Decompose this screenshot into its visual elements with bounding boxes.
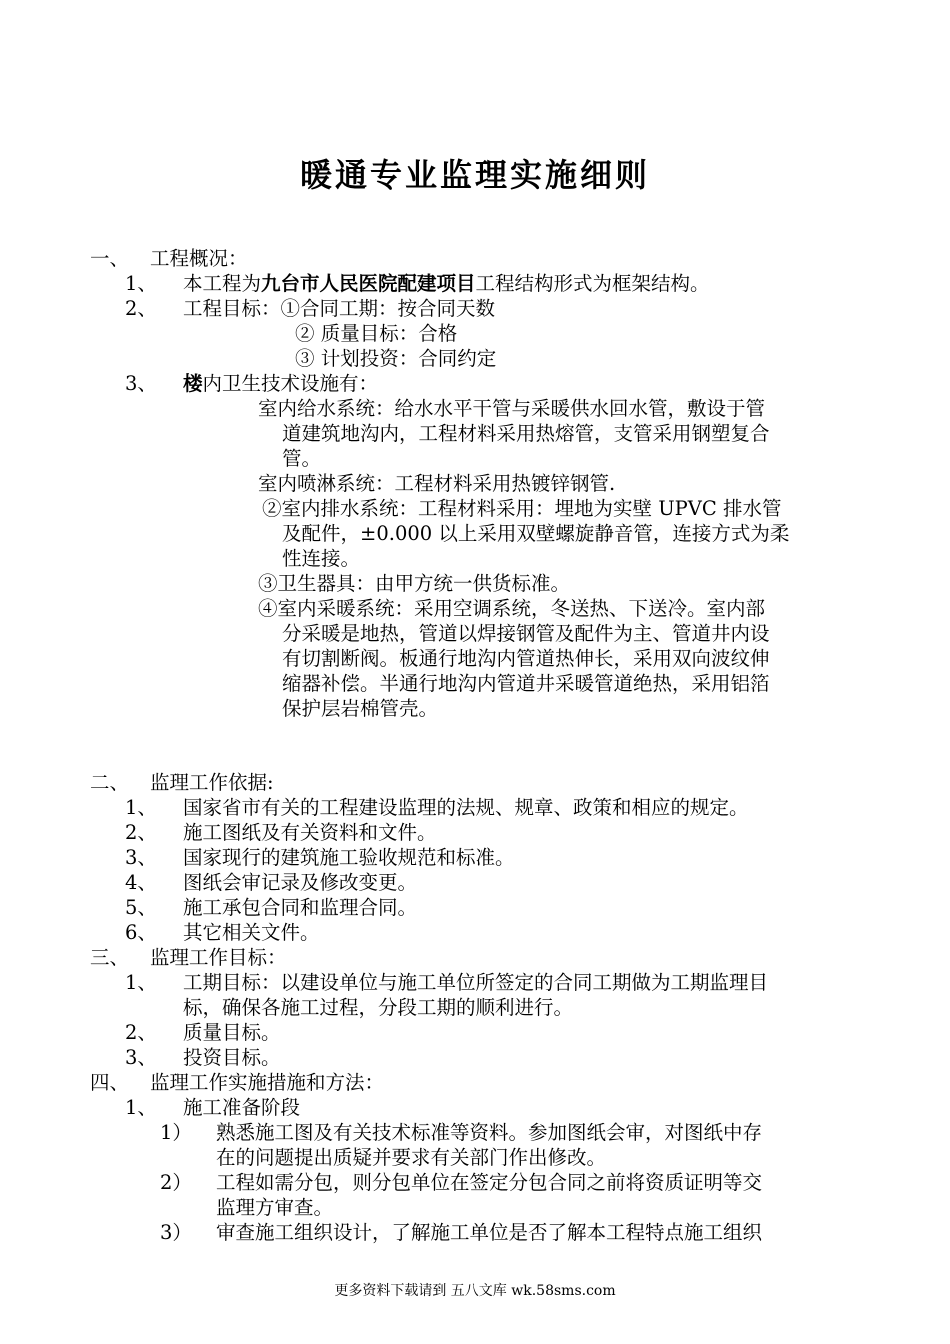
basis-item: 施工承包合同和监理合同。 [183, 896, 418, 919]
item-number: 4、 [125, 871, 157, 894]
facilities-line: 分采暖是地热，管道以焊接钢管及配件为主、管道井内设 [282, 622, 770, 645]
section-4-number: 四、 [90, 1071, 130, 1094]
facilities-line: 道建筑地沟内，工程材料采用热熔管，支管采用钢塑复合 [282, 422, 770, 445]
item-number: 3、 [125, 372, 157, 395]
basis-item: 其它相关文件。 [183, 921, 320, 944]
sub-item-line: 在的问题提出质疑并要求有关部门作出修改。 [216, 1146, 607, 1169]
project-goal-investment: ③ 计划投资：合同约定 [295, 347, 497, 370]
investment-goal: 投资目标。 [183, 1046, 281, 1069]
sub-item-number: 2） [160, 1171, 192, 1194]
item-number: 2、 [125, 297, 157, 320]
preparation-stage-heading: 施工准备阶段 [183, 1096, 301, 1119]
sub-item-line: 工程如需分包，则分包单位在签定分包合同之前将资质证明等交 [216, 1171, 763, 1194]
project-goal-quality: ② 质量目标：合格 [295, 322, 458, 345]
item-number: 2、 [125, 1021, 157, 1044]
section-1-heading: 工程概况： [150, 247, 248, 270]
sub-item-number: 1） [160, 1121, 192, 1144]
project-name: 九台市人民医院配建项目 [261, 272, 476, 295]
item-number: 1、 [125, 272, 157, 295]
project-description [183, 271, 710, 296]
sub-item-line: 监理方审查。 [216, 1196, 334, 1219]
text-run: 工程结构形式为框架结构。 [475, 272, 710, 295]
text-run: 本工程为 [183, 272, 262, 295]
basis-item: 国家现行的建筑施工验收规范和标准。 [183, 846, 515, 869]
facilities-line: ②室内排水系统：工程材料采用：埋地为实壁 UPVC 排水管 [262, 497, 782, 520]
item-number: 6、 [125, 921, 157, 944]
sub-item-line: 熟悉施工图及有关技术标准等资料。参加图纸会审，对图纸中存 [216, 1121, 763, 1144]
facilities-line: ③卫生器具：由甲方统一供货标准。 [258, 572, 571, 595]
facilities-line: 室内给水系统：给水水平干管与采暖供水回水管，敷设于管 [258, 397, 766, 420]
text-run: 楼 [183, 372, 203, 395]
facilities-line: ④室内采暖系统：采用空调系统，冬送热、下送冷。室内部 [258, 597, 766, 620]
item-number: 3、 [125, 1046, 157, 1069]
schedule-goal-line: 工期目标：以建设单位与施工单位所签定的合同工期做为工期监理目 [183, 971, 769, 994]
text-run: 内卫生技术设施有： [202, 372, 379, 395]
section-2-heading: 监理工作依据: [150, 771, 274, 794]
basis-item: 施工图纸及有关资料和文件。 [183, 821, 437, 844]
facilities-line: 性连接。 [282, 547, 361, 570]
footer-source-note: 更多资料下载请到 五八文库 wk.58sms.com [334, 1283, 616, 1299]
sub-item-line: 审查施工组织设计，了解施工单位是否了解本工程特点施工组织 [216, 1221, 763, 1244]
facilities-line: 缩器补偿。半通行地沟内管道井采暖管道绝热，采用铝箔 [282, 672, 770, 695]
item-number: 3、 [125, 846, 157, 869]
project-goal-schedule: 工程目标：①合同工期：按合同天数 [183, 297, 496, 320]
quality-goal: 质量目标。 [183, 1021, 281, 1044]
facilities-line: 管。 [282, 447, 322, 470]
facilities-line: 室内喷淋系统：工程材料采用热镀锌钢管. [258, 472, 616, 495]
item-number: 5、 [125, 896, 157, 919]
basis-item: 图纸会审记录及修改变更。 [183, 871, 418, 894]
basis-item: 国家省市有关的工程建设监理的法规、规章、政策和相应的规定。 [183, 796, 749, 819]
facilities-line: 及配件，±0.000 以上采用双壁螺旋静音管，连接方式为柔 [282, 522, 790, 545]
page-title: 暖通专业监理实施细则 [299, 156, 650, 194]
facilities-heading [183, 371, 378, 396]
schedule-goal-line: 标，确保各施工过程，分段工期的顺利进行。 [183, 996, 574, 1019]
facilities-line: 有切割断阀。板通行地沟内管道热伸长，采用双向波纹伸 [282, 647, 770, 670]
facilities-line: 保护层岩棉管壳。 [282, 697, 439, 720]
item-number: 2、 [125, 821, 157, 844]
sub-item-number: 3） [160, 1221, 192, 1244]
item-number: 1、 [125, 971, 157, 994]
section-3-heading: 监理工作目标： [150, 946, 287, 969]
item-number: 1、 [125, 796, 157, 819]
item-number: 1、 [125, 1096, 157, 1119]
section-3-number: 三、 [90, 946, 130, 969]
section-4-heading: 监理工作实施措施和方法： [150, 1071, 385, 1094]
section-1-number: 一、 [90, 247, 130, 270]
section-2-number: 二、 [90, 771, 130, 794]
